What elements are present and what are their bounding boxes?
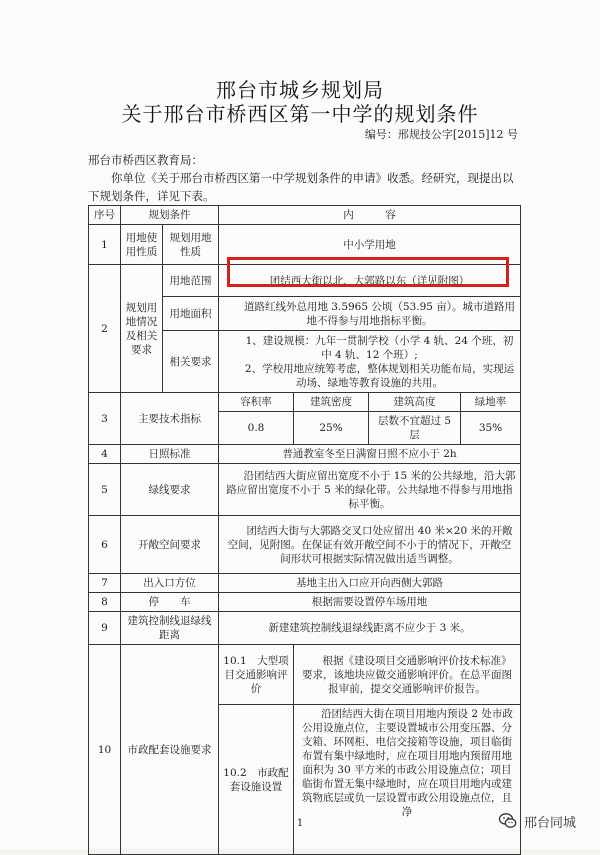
doc-number: 编号：邢规技公字[2015]12 号 [364,128,518,141]
row7-seq: 7 [89,574,121,593]
row10-label: 市政配套设施要求 [121,645,219,855]
row10-s1-label: 10.1 大型项目交通影响评价 [219,645,294,705]
row3-label: 主要技术指标 [121,393,219,445]
table-row [89,445,521,464]
row6-content: 团结西大街与大郭路交叉口处应留出 40 米×20 米的开敞空间，见附图。在保证有效开敞空间不小于的情况下，开敞空间形状可根据实际情况做出适当调整。 [219,516,521,574]
row3-h1: 容积率 [219,393,294,412]
row10-s2-label: 10.2 市政配套设施设置 [219,705,294,855]
row1-item: 规划用地性质 [163,225,219,265]
row5-label: 绿线要求 [121,464,219,516]
row3-v3: 层数不宜超过 5 层 [369,412,461,445]
watermark [498,811,576,831]
row9-label: 建筑控制线退绿线距离 [121,612,219,645]
row4-seq: 4 [89,445,121,464]
row8-content: 根据需要设置停车场用地 [219,593,521,612]
row9-content: 新建建筑控制线退绿线距离不应少于 3 米。 [219,612,521,645]
row6-label: 开敞空间要求 [121,516,219,574]
row2-req-item2: 2、学校用地应统筹考虑，整体规划相关功能布局，实现运动场、绿地等教育设施的共用。 [244,362,515,389]
row2-range-label: 用地范围 [163,265,219,297]
row8-label: 停 车 [121,593,219,612]
row1-content: 中小学用地 [219,225,521,265]
doc-title-line1: 邢台市城乡规划局 [216,78,384,102]
row5-content: 沿团结西大街应留出宽度不小于 15 米的公共绿地，沿大郭路应留出宽度不小于 5 米的绿化带。公共绿地不得参与用地指标平衡。 [219,464,521,516]
row3-h4: 绿地率 [461,393,521,412]
row2-req [219,331,521,393]
row7-content: 基地主出入口应开向西侧大郭路 [219,574,521,593]
row2-area: 道路红线外总用地 3.5965 公顷（53.95 亩）。城市道路用地不得参与用地指标平衡。 [219,297,521,331]
row2-range: 团结西大街以北，大郭路以东（详见附图） [219,265,521,297]
row3-v2: 25% [294,412,369,445]
row2-area-label: 用地面积 [163,297,219,331]
row2-seq: 2 [89,265,121,393]
row5-seq: 5 [89,464,121,516]
header-condition: 规划条件 [121,206,219,225]
row2-req-label: 相关要求 [163,331,219,393]
wechat-icon [498,811,518,831]
table-header-row [89,206,521,225]
salutation: 邢台市桥西区教育局： [88,153,203,167]
table-row [89,393,521,412]
row4-label: 日照标准 [121,445,219,464]
table-row [89,593,521,612]
row6-seq: 6 [89,516,121,574]
table-row [89,516,521,574]
table-row [89,612,521,645]
row3-h3: 建筑高度 [369,393,461,412]
doc-title-line2: 关于邢台市桥西区第一中学的规划条件 [121,102,479,126]
table-row [89,645,521,705]
row1-seq: 1 [89,225,121,265]
row2-req-item1: 1、建设规模：九年一贯制学校（小学 4 轨、24 个班，初中 4 轨、12 个班）; [245,334,514,361]
row2-group: 规划用地情况及相关要求 [121,265,163,393]
table-row [89,574,521,593]
row3-seq: 3 [89,393,121,445]
row8-seq: 8 [89,593,121,612]
row1-group: 用地使用性质 [121,225,163,265]
row7-label: 出入口方位 [121,574,219,593]
highlight-box [227,257,509,287]
row3-h2: 建筑密度 [294,393,369,412]
row9-seq: 9 [89,612,121,645]
header-content: 内 容 [219,206,521,225]
intro-paragraph: 你单位《关于邢台市桥西区第一中学规划条件的申请》收悉。经研究，现提出以下规划条件，详见下表。 [88,171,514,203]
page-number: 1 [296,818,304,829]
row10-seq: 10 [89,645,121,855]
row3-v4: 35% [461,412,521,445]
watermark-text: 邢台同城 [523,815,576,831]
row10-s1: 根据《建设项目交通影响评价技术标准》要求，该地块应做交通影响评价。在总平面图报审前，提交交通影响评价报告。 [294,645,521,705]
header-seq: 序号 [89,206,121,225]
planning-conditions-table [88,205,521,855]
row10-s2: 沿团结西大街在项目用地内预设 2 处市政公用设施点位，主要设置城市公用变压器、分支箱、环网柜、电信交接箱等设施，项目临街布置有集中绿地时，应在项目用地内预留用地面积为 30 平方米的市政公用设施点位；项目临街布置无集中绿地时，应在项目用地内或建筑物底层或负一层设置市政公用设施点位，且净 [294,705,521,855]
row3-v1: 0.8 [219,412,294,445]
row4-content: 普通教室冬至日满窗日照不应小于 2h [219,445,521,464]
table-row [89,464,521,516]
